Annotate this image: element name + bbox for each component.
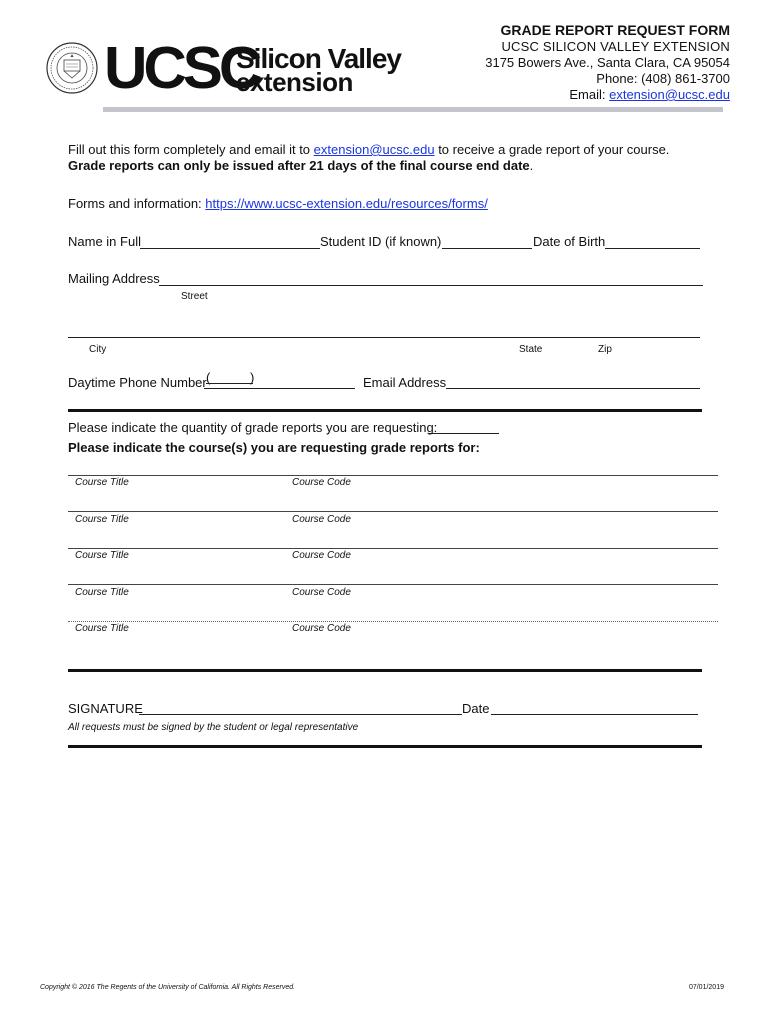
- signature-date-label: Date: [462, 701, 490, 716]
- logo-extension: extension: [236, 67, 353, 97]
- course-row-rule: [68, 621, 718, 622]
- header-email-link[interactable]: extension@ucsc.edu: [609, 87, 730, 102]
- org-email-line: [485, 87, 730, 103]
- logo-ucsc: UCSC: [104, 35, 259, 101]
- phone-paren-close: ): [250, 370, 255, 385]
- course-row-rule: [68, 548, 718, 549]
- forms-info: [68, 196, 488, 212]
- name-field[interactable]: [140, 248, 320, 249]
- section-divider: [68, 409, 702, 412]
- course-title-label: Course Title: [75, 550, 129, 561]
- intro-bold-notice: Grade reports can only be issued after 21 days of the final course end date: [68, 158, 530, 173]
- section-divider: [68, 669, 702, 672]
- intro-text: Fill out this form completely and email it to: [68, 142, 311, 157]
- street-field[interactable]: [159, 285, 703, 286]
- course-code-label: Course Code: [292, 587, 351, 598]
- name-label: Name in Full: [68, 234, 141, 249]
- header-divider: [103, 107, 723, 112]
- area-code-field[interactable]: [206, 383, 253, 384]
- state-label: State: [519, 344, 543, 355]
- org-phone: Phone: (408) 861-3700: [596, 71, 730, 86]
- course-title-label: Course Title: [75, 587, 129, 598]
- course-code-label: Course Code: [292, 550, 351, 561]
- course-title-label: Course Title: [75, 477, 129, 488]
- logo-silicon-valley: Silicon Valley: [236, 43, 401, 74]
- street-label: Street: [181, 291, 208, 302]
- student-id-field[interactable]: [442, 248, 532, 249]
- forms-info-label: Forms and information:: [68, 196, 202, 211]
- phone-paren-open: (: [206, 370, 211, 385]
- email-address-label: Email Address: [363, 375, 447, 390]
- email-label: Email:: [569, 87, 606, 102]
- courses-label: Please indicate the course(s) you are requesting grade reports for:: [68, 440, 480, 455]
- signature-label: SIGNATURE: [68, 701, 143, 716]
- course-row-rule: [68, 511, 718, 512]
- form-title: GRADE REPORT REQUEST FORM: [500, 22, 730, 38]
- university-seal: [46, 42, 98, 94]
- course-code-label: Course Code: [292, 477, 351, 488]
- mailing-address-label: Mailing Address: [68, 271, 160, 286]
- signature-date-field[interactable]: [491, 714, 698, 715]
- course-row-rule: [68, 584, 718, 585]
- quantity-label: Please indicate the quantity of grade reports you are requesting:: [68, 420, 438, 435]
- forms-info-link[interactable]: https://www.ucsc-extension.edu/resources/forms/: [205, 196, 488, 211]
- footer-date: 07/01/2019: [688, 984, 724, 991]
- course-row-rule: [68, 475, 718, 476]
- zip-label: Zip: [598, 344, 612, 355]
- quantity-field[interactable]: [429, 433, 499, 434]
- course-code-label: Course Code: [292, 514, 351, 525]
- header-contact: [485, 22, 730, 103]
- dob-label: Date of Birth: [533, 234, 606, 249]
- course-title-label: Course Title: [75, 623, 129, 634]
- intro-paragraph: [68, 142, 708, 174]
- dob-field[interactable]: [605, 248, 700, 249]
- section-divider: [68, 745, 702, 748]
- org-address: 3175 Bowers Ave., Santa Clara, CA 95054: [485, 55, 730, 70]
- signature-note: All requests must be signed by the student or legal representative: [68, 722, 359, 733]
- student-id-label: Student ID (if known): [320, 234, 442, 249]
- course-title-label: Course Title: [75, 514, 129, 525]
- email-field[interactable]: [446, 388, 700, 389]
- intro-email-link[interactable]: extension@ucsc.edu: [313, 142, 435, 157]
- intro-text-2: to receive a grade report of your course.: [438, 142, 670, 157]
- course-code-label: Course Code: [292, 623, 351, 634]
- city-state-zip-field[interactable]: [68, 337, 700, 338]
- footer-copyright: Copyright © 2016 The Regents of the University of California. All Rights Reserved.: [40, 984, 296, 991]
- phone-label: Daytime Phone Number: [68, 375, 207, 390]
- intro-period: .: [529, 158, 534, 173]
- phone-field[interactable]: [204, 388, 355, 389]
- signature-field[interactable]: [139, 714, 462, 715]
- city-label: City: [89, 344, 107, 355]
- org-name: UCSC SILICON VALLEY EXTENSION: [501, 39, 730, 54]
